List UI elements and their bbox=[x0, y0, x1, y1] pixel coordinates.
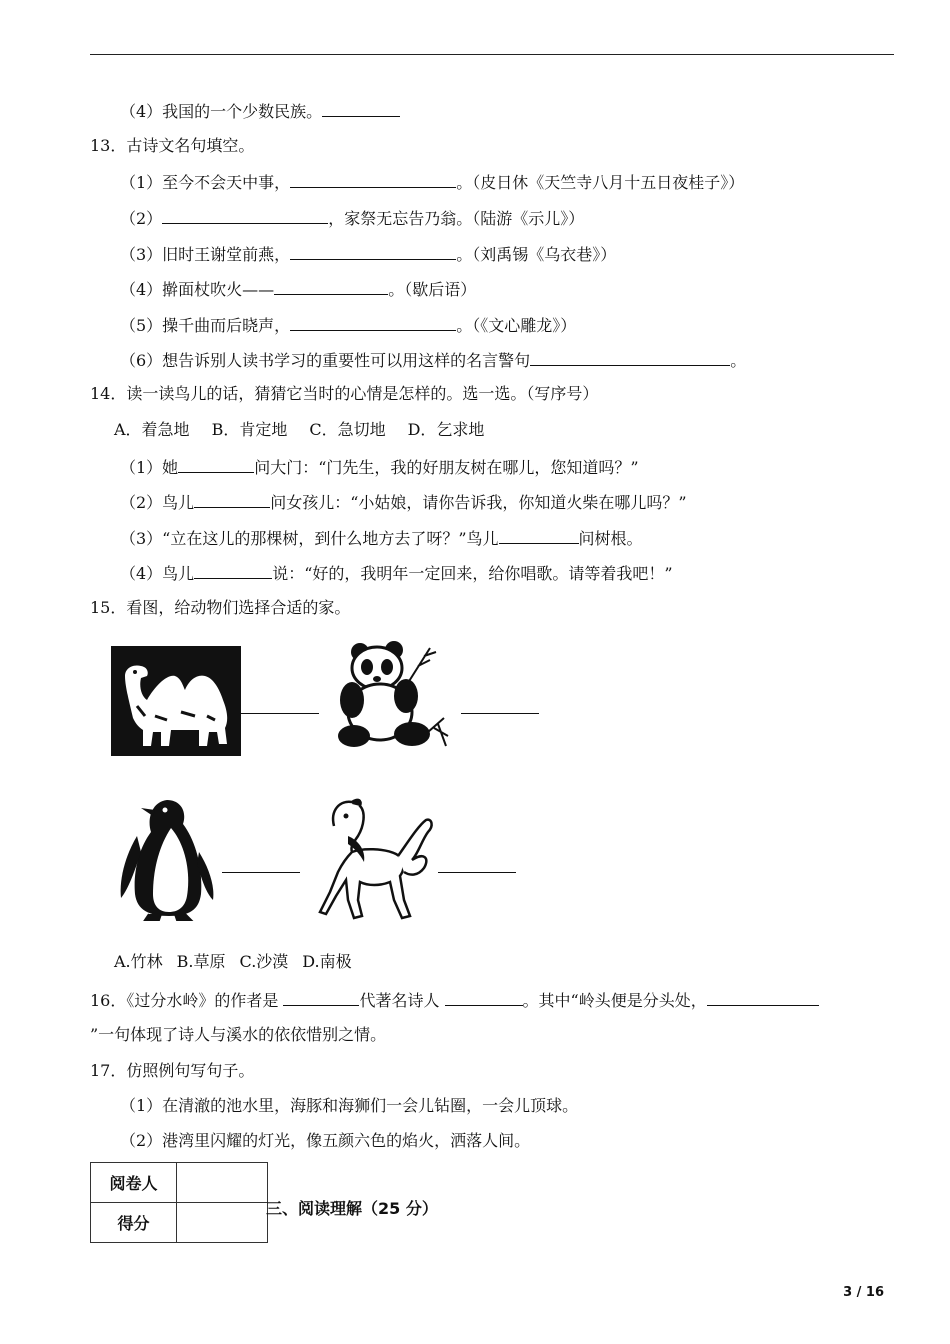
q13-item-3-suffix: 。（刘禹锡《乌衣巷》） bbox=[456, 245, 617, 264]
q14-title: 14．读一读鸟儿的话，猜猜它当时的心情是怎样的。选一选。（写序号） bbox=[90, 384, 599, 403]
answer-blank[interactable] bbox=[178, 456, 254, 473]
answer-blank[interactable] bbox=[322, 100, 400, 117]
section-3-title: 三、阅读理解（25 分） bbox=[266, 1199, 438, 1218]
q14-item-3-suffix: 问树根。 bbox=[578, 529, 643, 548]
q13-item-3-prefix: （3）旧时王谢堂前燕， bbox=[120, 245, 291, 264]
horse-image bbox=[314, 796, 436, 924]
q12-item-4-text: （4）我国的一个少数民族。 bbox=[120, 102, 323, 121]
q13-item-1 bbox=[120, 171, 744, 193]
q13-item-5-suffix: 。（《文心雕龙》） bbox=[456, 316, 577, 335]
penguin-answer-blank[interactable] bbox=[222, 872, 300, 873]
q13-item-2 bbox=[120, 207, 584, 229]
q14-item-1 bbox=[120, 456, 639, 478]
q13-item-4-suffix: 。（歇后语） bbox=[388, 280, 477, 299]
q13-item-1-prefix: （1）至今不会天中事， bbox=[120, 173, 291, 192]
score-box bbox=[90, 1162, 268, 1243]
q15-title: 15．看图，给动物们选择合适的家。 bbox=[90, 598, 351, 617]
answer-blank[interactable] bbox=[445, 989, 523, 1006]
q13-item-6-suffix: 。 bbox=[730, 351, 747, 370]
page-number: 3 / 16 bbox=[843, 1285, 884, 1300]
q14-options bbox=[114, 420, 484, 440]
q14-item-4-suffix: 说：“好的，我明年一定回来，给你唱歌。请等着我吧！” bbox=[272, 564, 673, 583]
q14-item-4-prefix: （4）鸟儿 bbox=[120, 564, 195, 583]
answer-blank[interactable] bbox=[283, 989, 359, 1006]
q12-item-4 bbox=[120, 100, 400, 122]
q13-item-5 bbox=[120, 314, 576, 336]
q15-options bbox=[114, 952, 352, 972]
q13-item-4-prefix: （4）擀面杖吹火—— bbox=[120, 280, 275, 299]
q16-line-2: ”一句体现了诗人与溪水的依依惜别之情。 bbox=[90, 1025, 387, 1044]
score-field[interactable] bbox=[177, 1203, 268, 1243]
q14-item-4 bbox=[120, 562, 673, 584]
answer-blank[interactable] bbox=[707, 989, 819, 1006]
q16-line-1 bbox=[90, 989, 819, 1011]
option-a: A．着急地 bbox=[114, 420, 190, 439]
q13-item-5-prefix: （5）操千曲而后晓声， bbox=[120, 316, 291, 335]
answer-blank[interactable] bbox=[290, 171, 456, 188]
q13-title: 13．古诗文名句填空。 bbox=[90, 136, 255, 155]
penguin-image bbox=[111, 796, 217, 922]
q14-item-3 bbox=[120, 527, 643, 549]
q13-item-3 bbox=[120, 243, 616, 265]
option-d: D．乞求地 bbox=[407, 420, 485, 439]
answer-blank[interactable] bbox=[290, 314, 456, 331]
reviewer-field[interactable] bbox=[177, 1163, 268, 1203]
q16-quote: 。其中“岭头便是分头处， bbox=[522, 991, 707, 1010]
q14-item-2-suffix: 问女孩儿：“小姑娘，请你告诉我，你知道火柴在哪儿吗？” bbox=[270, 493, 687, 512]
q14-item-2-prefix: （2）鸟儿 bbox=[120, 493, 195, 512]
answer-blank[interactable] bbox=[499, 527, 579, 544]
answer-blank[interactable] bbox=[194, 562, 272, 579]
answer-blank[interactable] bbox=[290, 243, 456, 260]
q14-item-1-prefix: （1）她 bbox=[120, 458, 179, 477]
option-a: A.竹林 bbox=[114, 952, 163, 971]
q13-item-6-prefix: （6）想告诉别人读书学习的重要性可以用这样的名言警句 bbox=[120, 351, 531, 370]
q14-item-1-suffix: 问大门：“门先生，我的好朋友树在哪儿，您知道吗？” bbox=[254, 458, 639, 477]
q17-item-2: （2）港湾里闪耀的灯光，像五颜六色的焰火，洒落人间。 bbox=[120, 1131, 531, 1150]
option-c: C．急切地 bbox=[309, 420, 386, 439]
option-c: C.沙漠 bbox=[239, 952, 289, 971]
option-b: B．肯定地 bbox=[211, 420, 288, 439]
q17-title: 17．仿照例句写句子。 bbox=[90, 1061, 255, 1080]
q14-item-2 bbox=[120, 491, 687, 513]
panda-answer-blank[interactable] bbox=[461, 713, 539, 714]
q16-middle: 代著名诗人 bbox=[359, 991, 445, 1010]
header-rule bbox=[90, 54, 894, 55]
q16-prefix: 16．《过分水岭》的作者是 bbox=[90, 991, 284, 1010]
q17-item-1: （1）在清澈的池水里，海豚和海狮们一会儿钻圈，一会儿顶球。 bbox=[120, 1096, 579, 1115]
score-label: 得分 bbox=[91, 1203, 177, 1243]
q13-item-1-suffix: 。（皮日休《天竺寺八月十五日夜桂子》） bbox=[456, 173, 745, 192]
q13-item-6 bbox=[120, 349, 746, 371]
answer-blank[interactable] bbox=[194, 491, 270, 508]
q13-item-2-suffix: ，家祭无忘告乃翁。（陆游《示儿》） bbox=[328, 209, 585, 228]
q14-item-3-prefix: （3）“立在这儿的那棵树，到什么地方去了呀？”鸟儿 bbox=[120, 529, 499, 548]
answer-blank[interactable] bbox=[530, 349, 730, 366]
q13-item-4 bbox=[120, 278, 476, 300]
camel-image bbox=[111, 646, 241, 756]
option-b: B.草原 bbox=[176, 952, 226, 971]
answer-blank[interactable] bbox=[162, 207, 328, 224]
horse-answer-blank[interactable] bbox=[438, 872, 516, 873]
answer-blank[interactable] bbox=[274, 278, 388, 295]
panda-image bbox=[334, 636, 452, 754]
q13-item-2-prefix: （2） bbox=[120, 209, 163, 228]
camel-answer-blank[interactable] bbox=[241, 713, 319, 714]
option-d: D.南极 bbox=[302, 952, 352, 971]
reviewer-label: 阅卷人 bbox=[91, 1163, 177, 1203]
